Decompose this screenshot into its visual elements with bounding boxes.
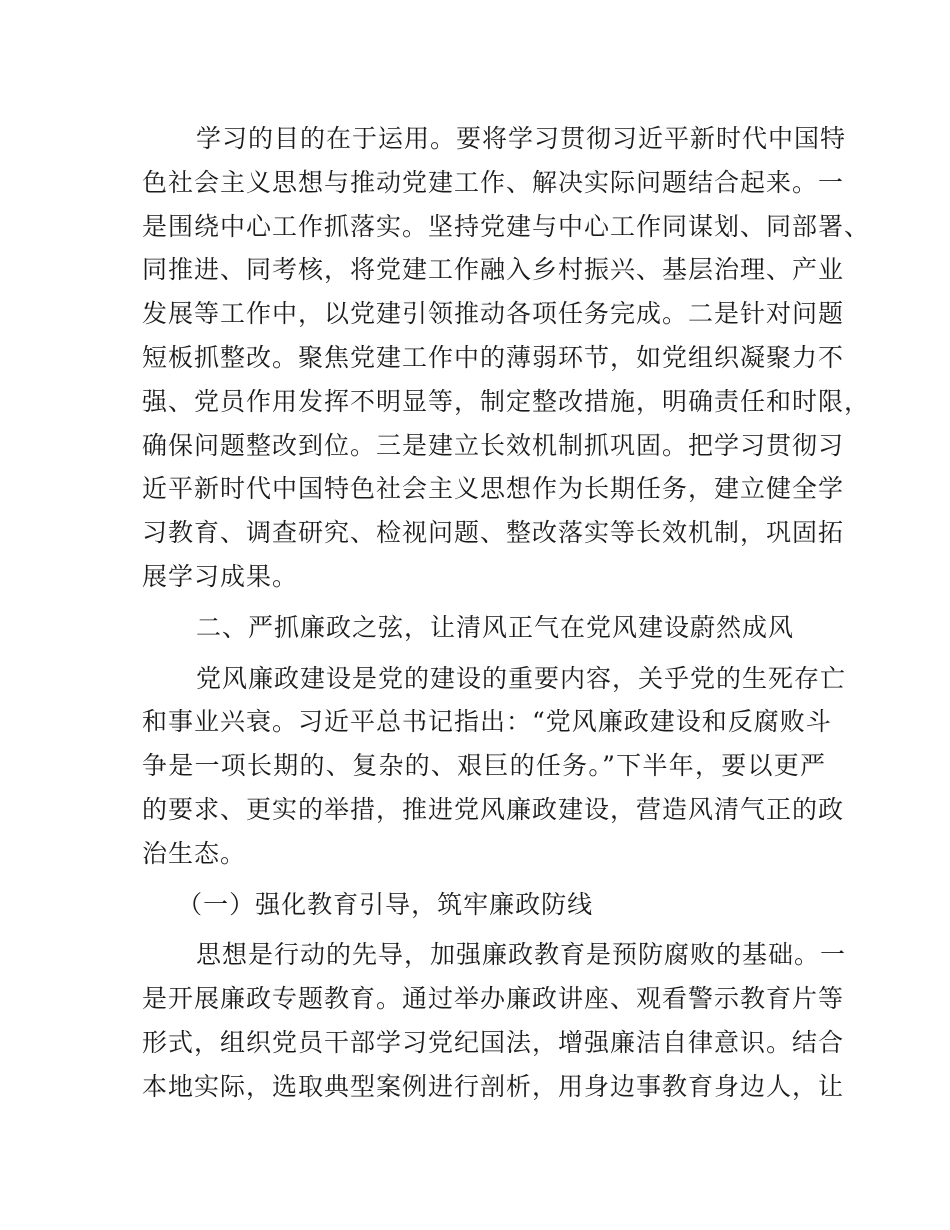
text-line: 确保问题整改到位。三是建立长效机制抓巩固。把学习贯彻习 [142,430,845,460]
text-line: 学习的目的在于运用。要将学习贯彻习近平新时代中国特 [196,124,847,153]
section-heading [142,606,826,650]
paragraph [142,657,847,876]
text-line: 形式，组织党员干部学习党纪国法，增强廉洁自律意识。结合 [142,1027,845,1057]
paragraph-gap [142,599,826,606]
text-line: 争是一项长期的、复杂的、艰巨的任务。”下半年，要以更严 [142,751,826,781]
text-line: 和事业兴衰。习近平总书记指出：“党风廉政建设和反腐败斗 [142,707,832,737]
text-line: 是围绕中心工作抓落实。坚持党建与中心工作同谋划、同部署、 [142,211,871,241]
text-line: 发展等工作中，以党建引领推动各项任务完成。二是针对问题 [142,299,845,329]
text-line: 习教育、调查研究、检视问题、整改落实等长效机制，巩固拓 [142,518,845,548]
document-body [142,117,871,1109]
text-line: 近平新时代中国特色社会主义思想作为长期任务，建立健全学 [142,474,845,504]
text-line: 的要求、更实的举措，推进党风廉政建设，营造风清气正的政 [142,794,845,824]
text-line: 治生态。 [142,838,247,868]
text-line: 色社会主义思想与推动党建工作、解决实际问题结合起来。一 [142,167,845,197]
paragraph-gap [142,876,826,883]
text-line: 本地实际，选取典型案例进行剖析，用身边事教育身边人，让 [142,1071,845,1101]
paragraph [142,117,871,599]
text-line: 短板抓整改。聚焦党建工作中的薄弱环节，如党组织凝聚力不 [142,342,845,372]
text-line: 是开展廉政专题教育。通过举办廉政讲座、观看警示教育片等 [142,984,845,1014]
text-line: 二、严抓廉政之弦，让清风正气在党风建设蔚然成风 [196,612,795,642]
text-line: （一）强化教育引导，筑牢廉政防线 [177,889,594,919]
text-line: 强、党员作用发挥不明显等，制定整改措施，明确责任和时限， [142,386,871,416]
text-line: 展学习成果。 [142,561,299,591]
paragraph-gap [142,926,826,933]
text-line: 党风廉政建设是党的建设的重要内容，关乎党的生死存亡 [196,663,847,693]
text-line: 思想是行动的先导，加强廉政教育是预防腐败的基础。一 [196,940,847,970]
paragraph-gap [142,650,826,657]
text-line: 同推进、同考核，将党建工作融入乡村振兴、基层治理、产业 [142,255,845,285]
subsection-heading [142,883,826,927]
paragraph [142,933,847,1108]
